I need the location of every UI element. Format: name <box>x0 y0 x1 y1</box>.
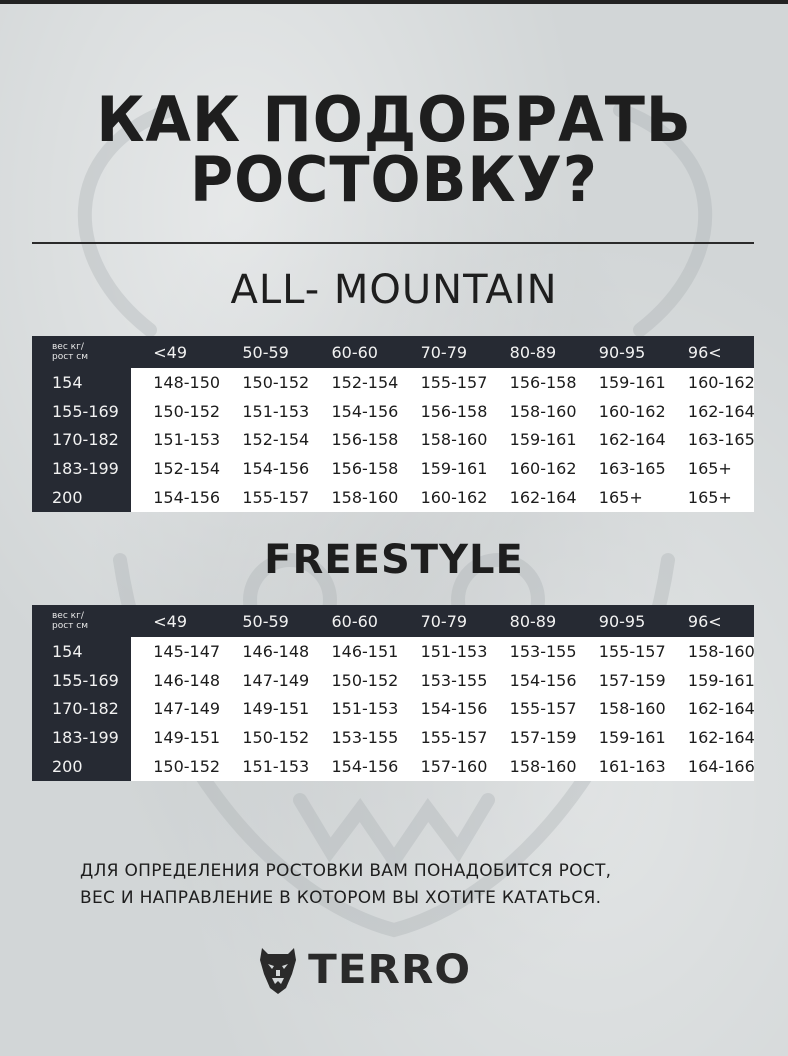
table-cell: 160-162 <box>488 454 577 483</box>
weight-header: 80-89 <box>488 605 577 637</box>
height-label: 154 <box>32 368 131 397</box>
table-cell: 162-164 <box>666 695 754 724</box>
table-cell: 155-157 <box>220 483 309 512</box>
table-cell: 155-157 <box>577 637 666 666</box>
table-cell: 156-158 <box>399 397 488 426</box>
corner-label <box>32 605 131 637</box>
table-cell: 160-162 <box>577 397 666 426</box>
instruction-note <box>80 858 720 912</box>
freestyle-title: FREESTYLE <box>264 537 524 583</box>
table-cell: 165+ <box>666 454 754 483</box>
weight-header: 60-60 <box>309 605 398 637</box>
brand-logo <box>256 944 472 996</box>
table-cell: 158-160 <box>666 637 754 666</box>
table-row <box>32 723 754 752</box>
table-row <box>32 454 754 483</box>
weight-header: 60-60 <box>309 336 398 368</box>
table-cell: 152-154 <box>309 368 398 397</box>
corner-label-weight: вес кг/ <box>52 342 84 352</box>
table-cell: 151-153 <box>399 637 488 666</box>
table-row <box>32 483 754 512</box>
weight-header: <49 <box>131 336 220 368</box>
table-cell: 151-153 <box>220 752 309 781</box>
weight-header: 90-95 <box>577 336 666 368</box>
table-cell: 157-160 <box>399 752 488 781</box>
corner-label <box>32 336 131 368</box>
freestyle-size-table <box>32 605 754 781</box>
table-cell: 154-156 <box>399 695 488 724</box>
top-border <box>0 0 788 4</box>
table-cell: 154-156 <box>131 483 220 512</box>
height-label: 200 <box>32 752 131 781</box>
table-cell: 151-153 <box>220 397 309 426</box>
table-cell: 158-160 <box>577 695 666 724</box>
table-cell: 154-156 <box>488 666 577 695</box>
table-cell: 165+ <box>577 483 666 512</box>
table-cell: 158-160 <box>309 483 398 512</box>
table-row <box>32 426 754 455</box>
height-label: 200 <box>32 483 131 512</box>
instruction-line2: ВЕС И НАПРАВЛЕНИЕ В КОТОРОМ ВЫ ХОТИТЕ КАТАТЬСЯ. <box>80 888 602 908</box>
all-mountain-size-table <box>32 336 754 512</box>
table-cell: 159-161 <box>577 723 666 752</box>
table-cell: 161-163 <box>577 752 666 781</box>
weight-header: <49 <box>131 605 220 637</box>
table-header-row <box>32 336 754 368</box>
height-label: 170-182 <box>32 426 131 455</box>
brand-name: TERRO <box>308 947 472 993</box>
table-cell: 162-164 <box>666 723 754 752</box>
corner-label-height: рост см <box>52 352 89 362</box>
table-cell: 150-152 <box>131 752 220 781</box>
instruction-line1: ДЛЯ ОПРЕДЕЛЕНИЯ РОСТОВКИ ВАМ ПОНАДОБИТСЯ РОСТ, <box>80 861 612 881</box>
divider <box>32 242 754 244</box>
table-cell: 158-160 <box>488 397 577 426</box>
table-cell: 162-164 <box>488 483 577 512</box>
weight-header: 70-79 <box>399 605 488 637</box>
table-cell: 147-149 <box>131 695 220 724</box>
table-cell: 154-156 <box>309 397 398 426</box>
page-title-line1: КАК ПОДОБРАТЬ <box>96 83 692 156</box>
table-header-row <box>32 605 754 637</box>
height-label: 154 <box>32 637 131 666</box>
page-title-line2: РОСТОВКУ? <box>190 143 598 216</box>
table-cell: 152-154 <box>220 426 309 455</box>
weight-header: 50-59 <box>220 605 309 637</box>
all-mountain-title: ALL- MOUNTAIN <box>230 267 558 313</box>
table-cell: 155-157 <box>399 368 488 397</box>
table-cell: 163-165 <box>666 426 754 455</box>
table-cell: 148-150 <box>131 368 220 397</box>
table-cell: 154-156 <box>309 752 398 781</box>
table-cell: 156-158 <box>309 426 398 455</box>
table-cell: 153-155 <box>399 666 488 695</box>
table-cell: 162-164 <box>666 397 754 426</box>
table-cell: 151-153 <box>131 426 220 455</box>
bear-head-icon <box>256 944 300 996</box>
corner-label-weight: вес кг/ <box>52 611 84 621</box>
table-cell: 158-160 <box>488 752 577 781</box>
table-cell: 160-162 <box>666 368 754 397</box>
table-cell: 159-161 <box>399 454 488 483</box>
table-row <box>32 666 754 695</box>
height-label: 183-199 <box>32 454 131 483</box>
table-row <box>32 752 754 781</box>
table-cell: 153-155 <box>309 723 398 752</box>
table-cell: 152-154 <box>131 454 220 483</box>
table-cell: 159-161 <box>577 368 666 397</box>
table-row <box>32 695 754 724</box>
table-cell: 159-161 <box>488 426 577 455</box>
weight-header: 96< <box>666 336 754 368</box>
table-cell: 159-161 <box>666 666 754 695</box>
table-cell: 155-157 <box>399 723 488 752</box>
table-cell: 150-152 <box>220 723 309 752</box>
table-cell: 158-160 <box>399 426 488 455</box>
table-cell: 156-158 <box>488 368 577 397</box>
height-label: 155-169 <box>32 397 131 426</box>
table-cell: 146-148 <box>220 637 309 666</box>
table-cell: 156-158 <box>309 454 398 483</box>
table-cell: 146-151 <box>309 637 398 666</box>
table-cell: 149-151 <box>220 695 309 724</box>
table-cell: 151-153 <box>309 695 398 724</box>
height-label: 183-199 <box>32 723 131 752</box>
table-row <box>32 368 754 397</box>
weight-header: 96< <box>666 605 754 637</box>
table-cell: 162-164 <box>577 426 666 455</box>
table-cell: 165+ <box>666 483 754 512</box>
table-cell: 154-156 <box>220 454 309 483</box>
table-cell: 150-152 <box>309 666 398 695</box>
table-cell: 149-151 <box>131 723 220 752</box>
table-cell: 147-149 <box>220 666 309 695</box>
table-cell: 164-166 <box>666 752 754 781</box>
table-cell: 155-157 <box>488 695 577 724</box>
table-cell: 153-155 <box>488 637 577 666</box>
table-cell: 157-159 <box>488 723 577 752</box>
table-cell: 160-162 <box>399 483 488 512</box>
corner-label-height: рост см <box>52 621 89 631</box>
height-label: 155-169 <box>32 666 131 695</box>
weight-header: 80-89 <box>488 336 577 368</box>
table-cell: 163-165 <box>577 454 666 483</box>
weight-header: 90-95 <box>577 605 666 637</box>
table-cell: 146-148 <box>131 666 220 695</box>
table-row <box>32 397 754 426</box>
table-cell: 157-159 <box>577 666 666 695</box>
table-cell: 145-147 <box>131 637 220 666</box>
table-cell: 150-152 <box>220 368 309 397</box>
height-label: 170-182 <box>32 695 131 724</box>
table-cell: 150-152 <box>131 397 220 426</box>
weight-header: 50-59 <box>220 336 309 368</box>
weight-header: 70-79 <box>399 336 488 368</box>
table-row <box>32 637 754 666</box>
